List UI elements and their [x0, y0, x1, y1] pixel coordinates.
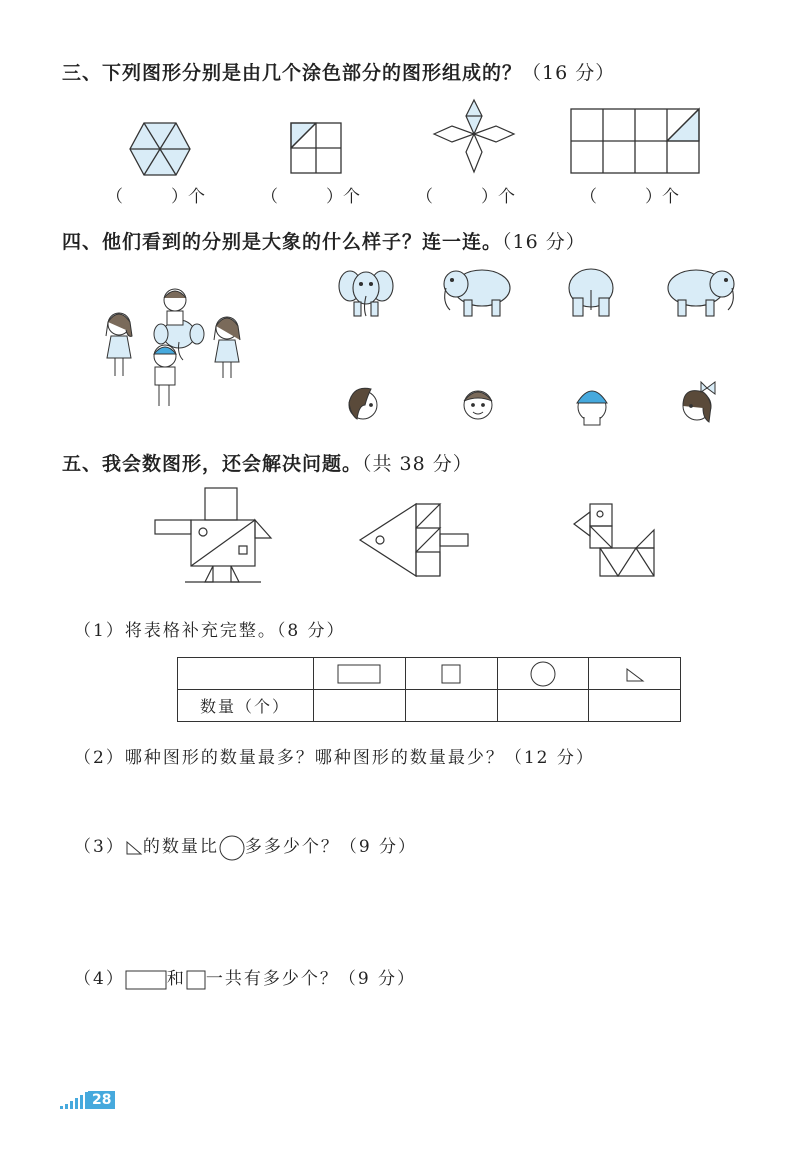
rectangle-icon [125, 970, 167, 990]
elephant-back-view [565, 266, 617, 318]
triangle-header-cell [589, 658, 681, 690]
count-row-label: 数量（个） [178, 690, 314, 722]
circle-icon [530, 661, 556, 687]
square-icon [441, 664, 461, 684]
children-around-elephant-illustration [103, 286, 253, 411]
square-count-cell[interactable] [405, 690, 497, 722]
question-3: （3） 的数量比 多多少个？（9 分） [74, 832, 417, 861]
question-1: （1）将表格补充完整。（8 分） [74, 621, 346, 641]
elephant-side-view-left [442, 266, 512, 318]
child-head-girl-bow [677, 380, 721, 428]
answer-blank-2[interactable]: （ ）个 [261, 187, 360, 207]
question-4: （4） 和 一共有多少个？（9 分） [74, 969, 417, 989]
section-5-heading: 五、我会数图形，还会解决问题。（共 38 分） [62, 453, 473, 475]
circle-icon [219, 835, 245, 861]
table-corner-cell [178, 658, 314, 690]
triangle-count-cell[interactable] [589, 690, 681, 722]
table-count-row [178, 690, 681, 722]
triangle-icon [125, 840, 143, 856]
question-2: （2）哪种图形的数量最多？哪种图形的数量最少？（12 分） [74, 748, 595, 768]
elephant-front-view [338, 266, 394, 318]
answer-blank-1[interactable]: （ ）个 [106, 187, 205, 207]
rectangle-grid-figure [571, 109, 699, 173]
square-icon [186, 970, 206, 990]
rhombus-flower-figure [434, 100, 514, 174]
child-head-boy-cap [572, 383, 612, 427]
child-head-boy-front [458, 383, 498, 427]
tangram-fish-figure [360, 504, 472, 584]
page-number: 28 [60, 1091, 115, 1109]
answer-blank-3[interactable]: （ ）个 [416, 187, 515, 207]
tangram-bird-figure [155, 488, 275, 598]
rectangle-icon [337, 664, 381, 684]
square-header-cell [405, 658, 497, 690]
triangle-icon [625, 667, 645, 683]
rectangle-count-cell[interactable] [313, 690, 405, 722]
child-head-girl-side [343, 383, 383, 427]
circle-header-cell [497, 658, 589, 690]
elephant-side-view-right [666, 266, 736, 318]
child-right [214, 317, 240, 378]
tangram-duck-figure [574, 496, 658, 580]
section-3-heading: 三、下列图形分别是由几个涂色部分的图形组成的？（16 分） [62, 62, 616, 84]
circle-count-cell[interactable] [497, 690, 589, 722]
child-front [154, 345, 176, 406]
answer-blank-4[interactable]: （ ）个 [580, 187, 679, 207]
child-back [164, 289, 186, 325]
rectangle-header-cell [313, 658, 405, 690]
child-left [106, 313, 132, 376]
page-bars-icon [60, 1091, 88, 1109]
shape-count-table [177, 657, 681, 722]
section-4-heading: 四、他们看到的分别是大象的什么样子？连一连。（16 分） [62, 231, 586, 253]
hexagon-figure [130, 121, 190, 177]
square-grid-figure [291, 123, 341, 173]
table-header-row [178, 658, 681, 690]
